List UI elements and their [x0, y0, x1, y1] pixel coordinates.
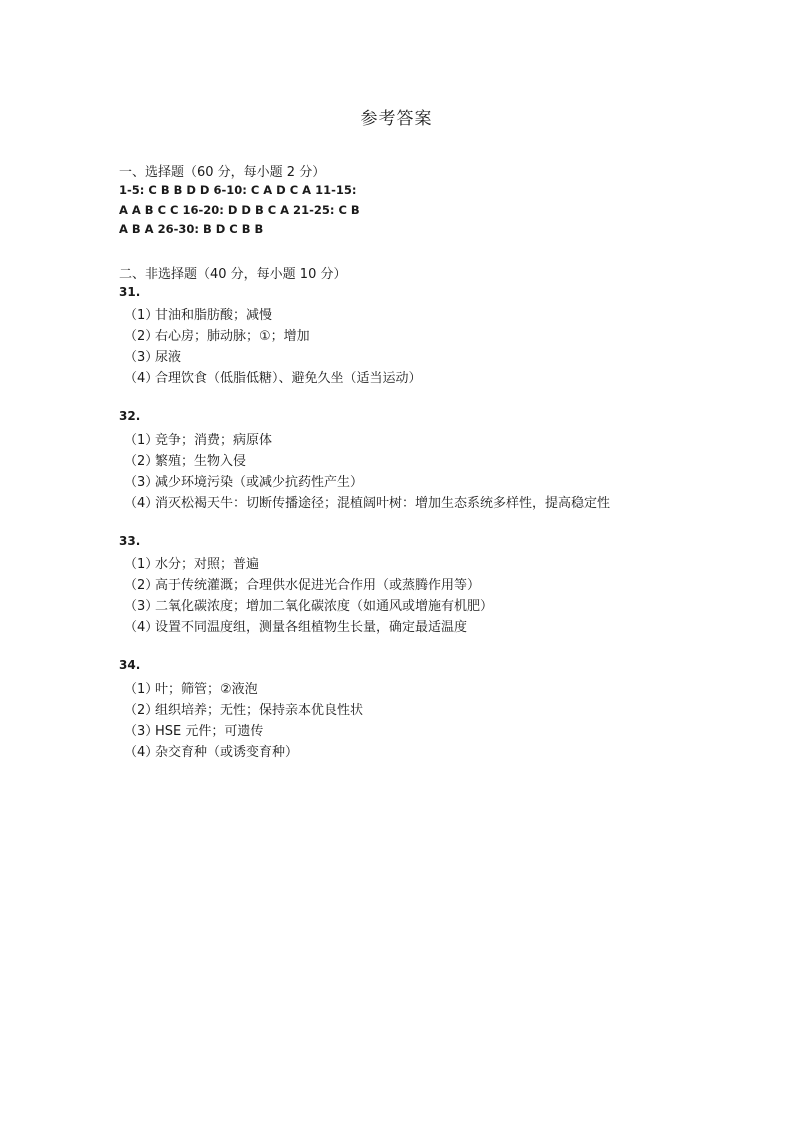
answer-line — [124, 492, 610, 511]
answer-index: （2） — [124, 329, 159, 344]
answer-text: 消灭松褐天牛：切断传播途径；混植阔叶树：增加生态系统多样性，提高稳定性 — [155, 496, 611, 511]
answer-text: 竞争；消费；病原体 — [155, 433, 273, 448]
page-title: 参考答案 — [360, 109, 433, 129]
answer-line — [124, 720, 263, 739]
answer-index: （1） — [124, 682, 159, 697]
answer-line — [124, 304, 272, 323]
answer-line — [124, 678, 258, 697]
answer-text: 繁殖；生物入侵 — [155, 454, 247, 469]
answer-text: 合理饮食（低脂低糖）、避免久坐（适当运动） — [155, 371, 422, 386]
answer-text: 二氧化碳浓度；增加二氧化碳浓度（如通风或增施有机肥） — [155, 599, 494, 614]
answer-index: （2） — [124, 703, 159, 718]
question-number: 32. — [119, 409, 141, 423]
answer-line — [124, 450, 246, 469]
answer-text: 尿液 — [155, 350, 182, 365]
answer-text: HSE 元件；可遗传 — [155, 724, 264, 739]
answer-text: 高于传统灌溉；合理供水促进光合作用（或蒸腾作用等） — [155, 578, 481, 593]
answer-index: （4） — [124, 371, 159, 386]
mc-answers-line: 1-5: C B B D D 6-10: C A D C A 11-15: — [119, 183, 357, 197]
answer-index: （3） — [124, 350, 159, 365]
answer-line — [124, 429, 272, 448]
answer-text: 设置不同温度组，测量各组植物生长量，确定最适温度 — [155, 620, 468, 635]
answer-line — [124, 574, 480, 593]
answer-line — [124, 741, 298, 760]
answer-line — [124, 595, 493, 614]
mc-answers-line: A A B C C 16-20: D D B C A 21-25: C B — [119, 203, 360, 217]
question-number: 33. — [119, 534, 141, 548]
answer-index: （1） — [124, 557, 159, 572]
answer-text: 减少环境污染（或减少抗药性产生） — [155, 475, 364, 490]
part1-heading: 一、选择题（60 分，每小题 2 分） — [119, 165, 326, 180]
answer-line — [124, 346, 181, 365]
mc-answers-line: A B A 26-30: B D C B B — [119, 222, 264, 236]
answer-text: 组织培养；无性；保持亲本优良性状 — [155, 703, 364, 718]
answer-text: 杂交育种（或诱变育种） — [155, 745, 299, 760]
answer-index: （3） — [124, 599, 159, 614]
answer-index: （2） — [124, 578, 159, 593]
answer-line — [124, 553, 259, 572]
answer-line — [124, 699, 363, 718]
question-number: 31. — [119, 285, 141, 299]
answer-index: （1） — [124, 433, 159, 448]
answer-text: 甘油和脂肪酸；减慢 — [155, 308, 273, 323]
answer-line — [124, 325, 310, 344]
answer-index: （4） — [124, 745, 159, 760]
answer-index: （4） — [124, 496, 159, 511]
answer-text: 水分；对照；普遍 — [155, 557, 260, 572]
answer-index: （2） — [124, 454, 159, 469]
answer-index: （3） — [124, 475, 159, 490]
answer-line — [124, 616, 467, 635]
answer-line — [124, 367, 422, 386]
answer-line — [124, 471, 363, 490]
answer-index: （1） — [124, 308, 159, 323]
answer-index: （4） — [124, 620, 159, 635]
answer-text: 叶；筛管；②液泡 — [155, 682, 258, 697]
answer-text: 右心房；肺动脉；①；增加 — [155, 329, 310, 344]
part2-heading: 二、非选择题（40 分，每小题 10 分） — [119, 267, 347, 282]
answer-index: （3） — [124, 724, 159, 739]
question-number: 34. — [119, 658, 141, 672]
